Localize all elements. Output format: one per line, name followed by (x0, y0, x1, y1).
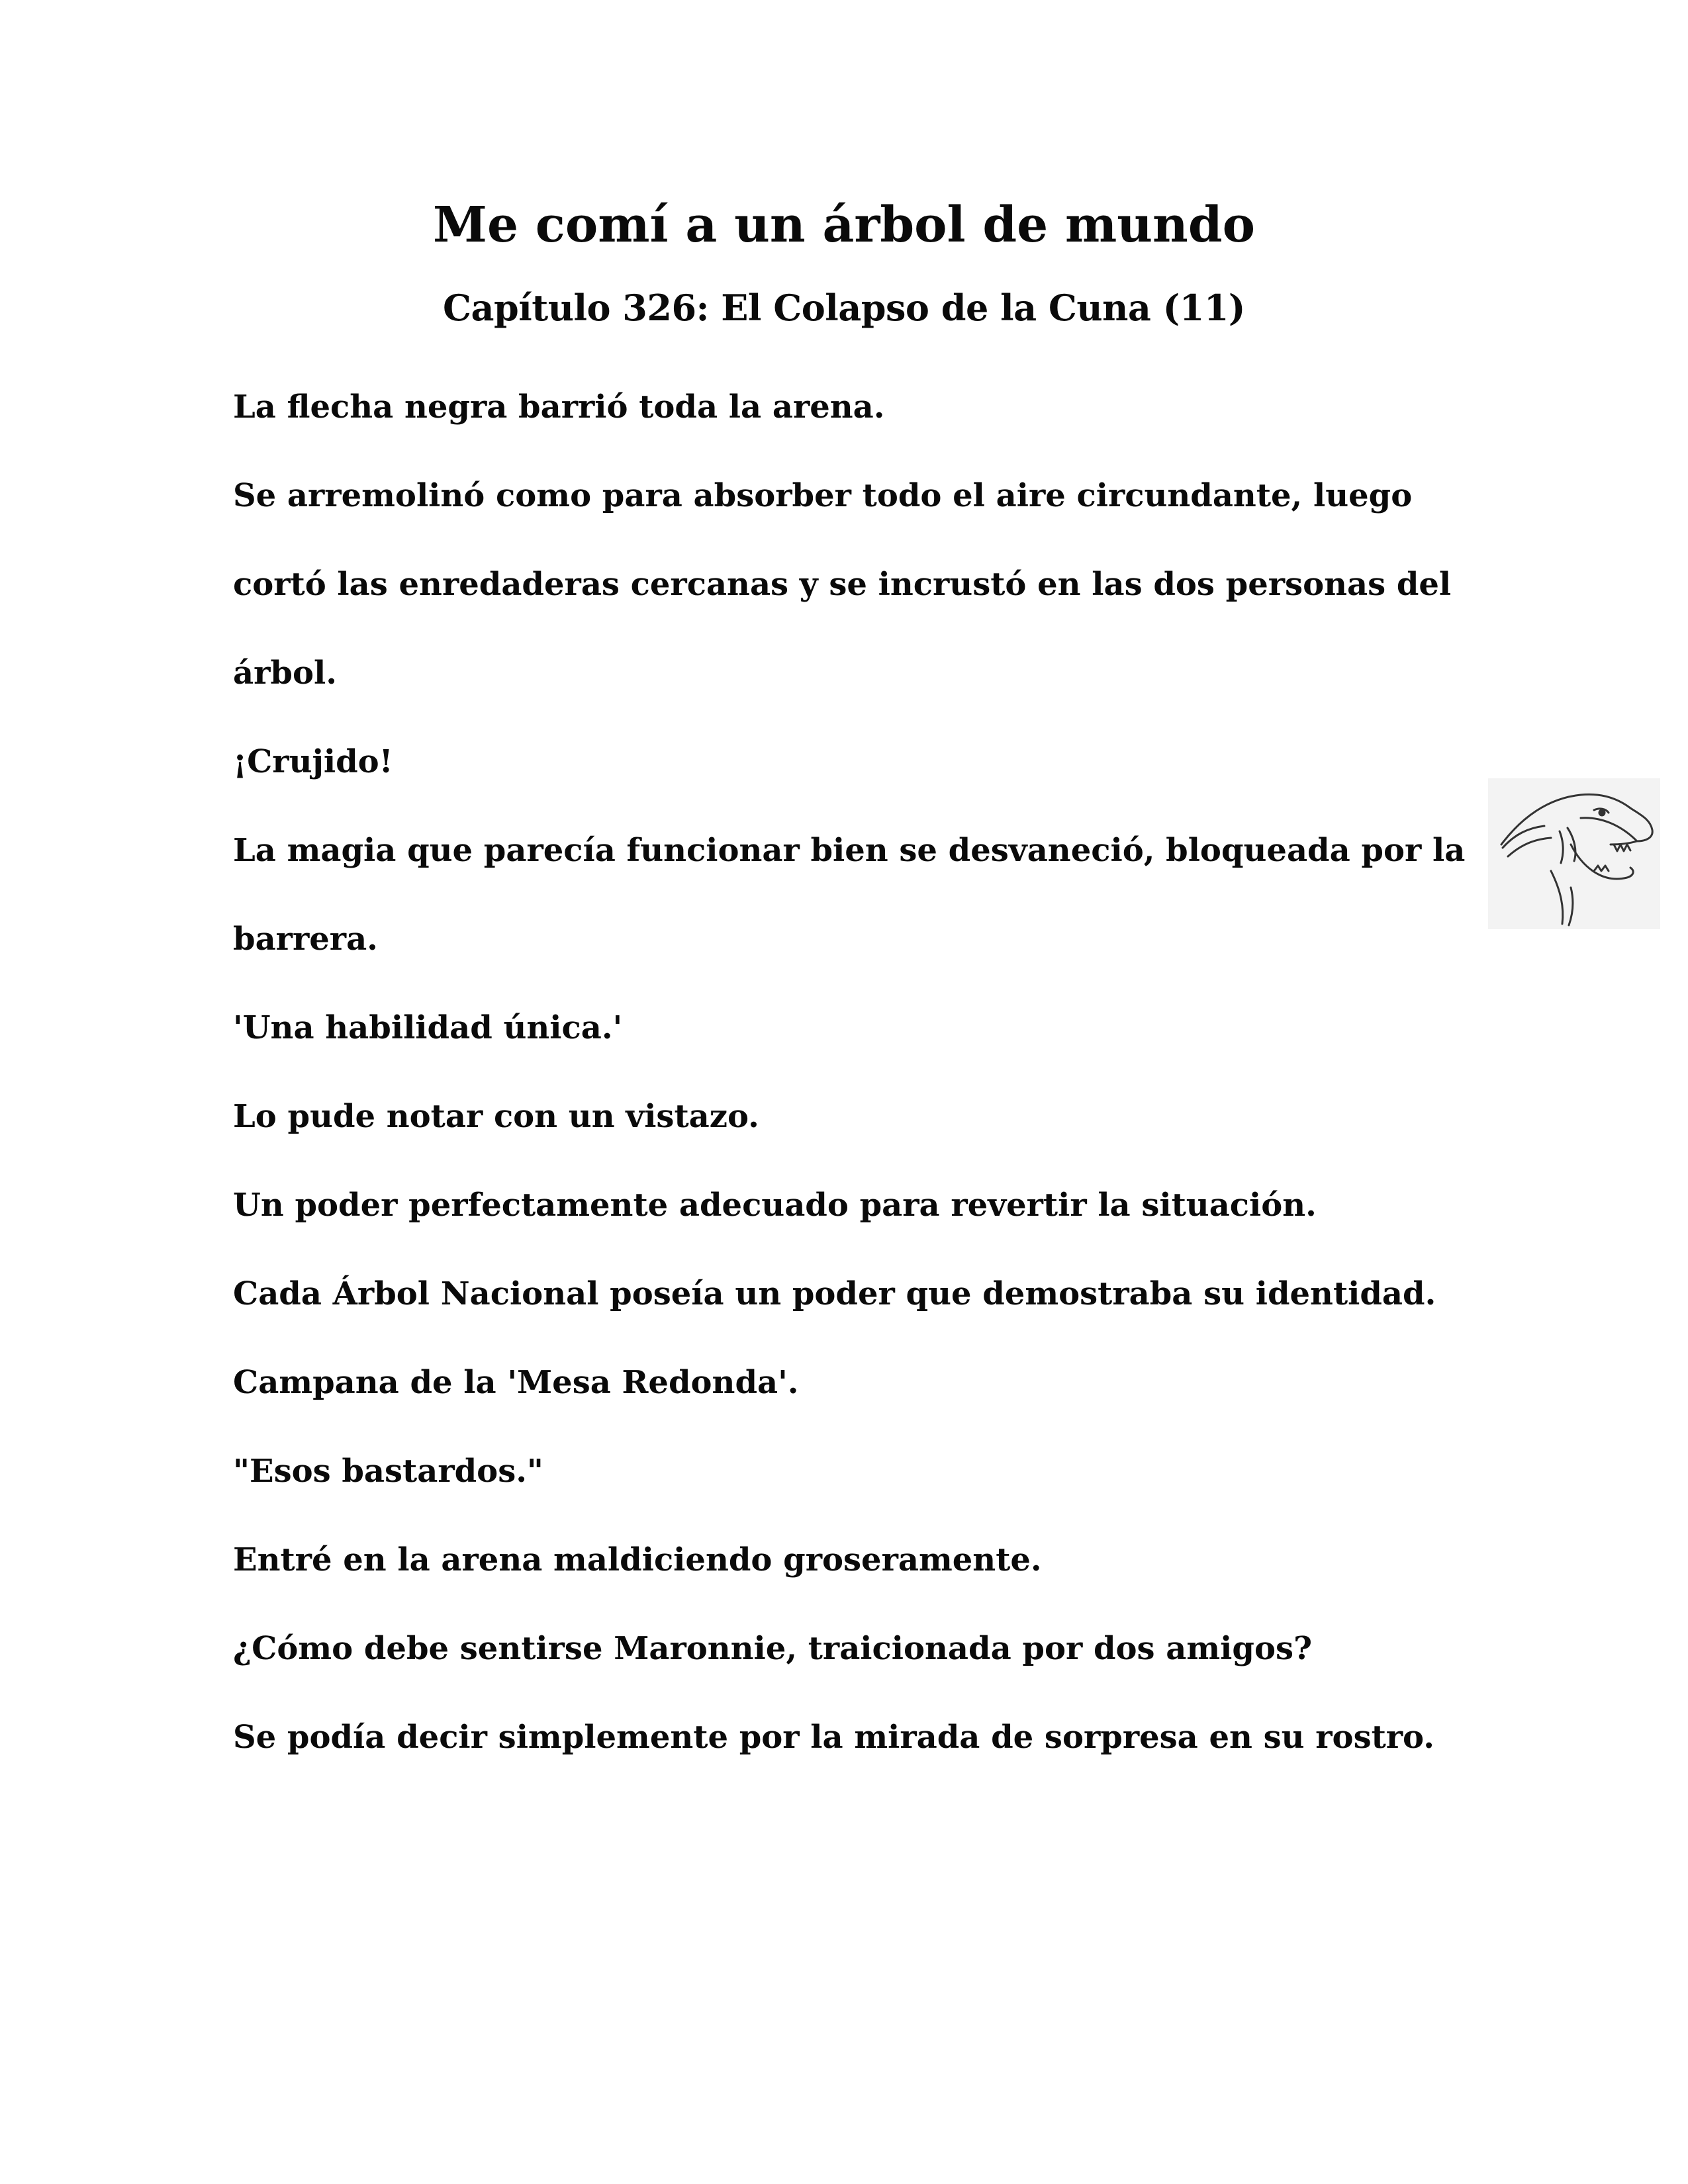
paragraph: ¿Cómo debe sentirse Maronnie, traicionada por dos amigos? (233, 1630, 1313, 1667)
paragraph: Un poder perfectamente adecuado para revertir la situación. (233, 1187, 1317, 1224)
paragraph: La flecha negra barrió toda la arena. (233, 388, 885, 426)
paragraph: Campana de la 'Mesa Redonda'. (233, 1364, 799, 1401)
dinosaur-sketch-icon (1488, 778, 1660, 929)
document-title: Me comí a un árbol de mundo (433, 197, 1255, 253)
paragraph: 'Una habilidad única.' (233, 1009, 623, 1046)
paragraph: Lo pude notar con un vistazo. (233, 1098, 759, 1135)
paragraph: Se podía decir simplemente por la mirada de sorpresa en su rostro. (233, 1719, 1434, 1756)
paragraph: ¡Crujido! (233, 743, 393, 780)
paragraph: La magia que parecía funcionar bien se desvaneció, bloqueada por la barrera. (233, 832, 1466, 958)
chapter-heading: Capítulo 326: El Colapso de la Cuna (11) (443, 287, 1245, 329)
document-body (233, 363, 1511, 1782)
paragraph: "Esos bastardos." (233, 1453, 543, 1490)
paragraph: Entré en la arena maldiciendo groseramente. (233, 1541, 1042, 1578)
paragraph: Cada Árbol Nacional poseía un poder que demostraba su identidad. (233, 1275, 1436, 1312)
paragraph: Se arremolinó como para absorber todo el aire circundante, luego cortó las enredaderas cercanas y se incrustó en las dos personas del árbol. (233, 477, 1452, 692)
